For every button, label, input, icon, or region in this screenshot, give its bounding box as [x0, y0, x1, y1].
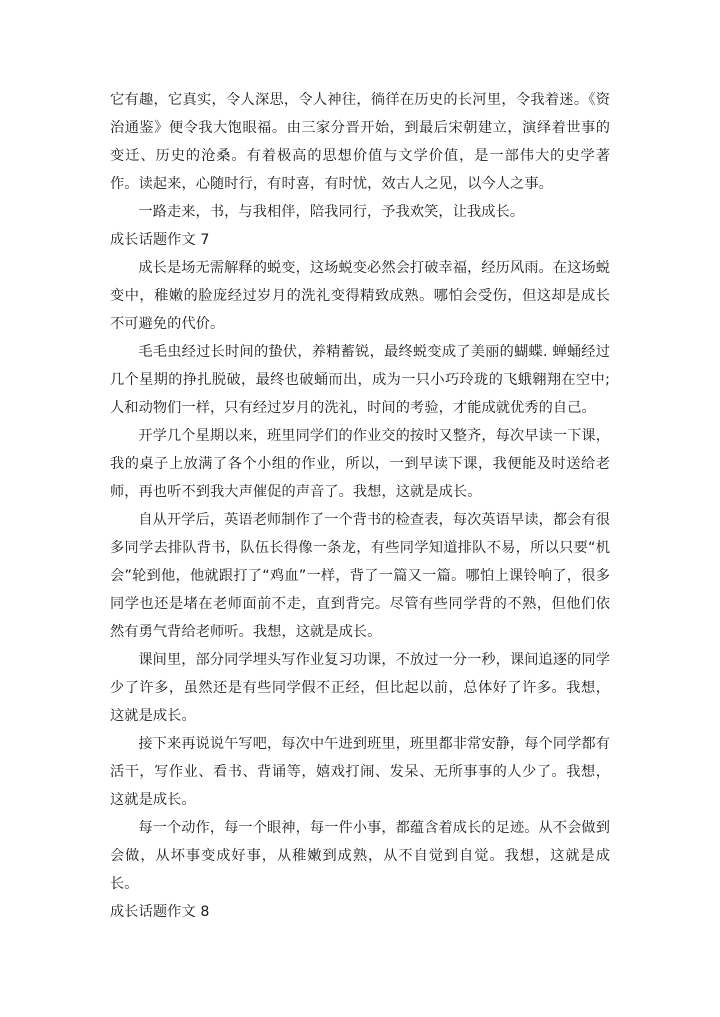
paragraph-homework: 开学几个星期以来，班里同学们的作业交的按时又整齐，每次早读一下课，我的桌子上放满了各个小组的作业，所以，一到早读下课，我便能及时送给老师，再也听不到我大声催促的声音了。我想，这就是成长。 [110, 428, 610, 500]
paragraph-break-time: 课间里，部分同学埋头写作业复习功课，不放过一分一秒，课间追逐的同学少了许多，虽然还是有些同学假不正经，但比起以前，总体好了许多。我想，这就是成长。 [110, 652, 610, 724]
paragraph-english-reciting: 自从开学后，英语老师制作了一个背书的检查表，每次英语早读，都会有很多同学去排队背书，队伍长得像一条龙，有些同学知道排队不易，所以只要“机会”轮到他，他就跟打了“鸡血”一样，背了一篇又一篇。哪怕上课铃响了，很多同学也还是堵在老师面前不走，直到背完。尽管有些同学背的不熟，但他们依然有勇气背给老师听。我想，这就是成长。 [110, 512, 610, 640]
document-body [110, 86, 610, 926]
paragraph-caterpillar: 毛毛虫经过长时间的蛰伏，养精蓄锐，最终蜕变成了美丽的蝴蝶. 蝉蛹经过几个星期的挣扎脱破，最终也破蛹而出，成为一只小巧玲珑的飞蛾翱翔在空中;人和动物们一样，只有经过岁月的洗礼，时间的考验，才能成就优秀的自己。 [110, 344, 610, 416]
paragraph-growth-transformation: 成长是场无需解释的蜕变，这场蜕变必然会打破幸福，经历风雨。在这场蜕变中，稚嫩的脸庞经过岁月的洗礼变得精致成熟。哪怕会受伤，但这却是成长不可避免的代价。 [110, 260, 610, 332]
paragraph-noon-writing: 接下来再说说午写吧，每次中午进到班里，班里都非常安静，每个同学都有活干，写作业、看书、背诵等，嬉戏打闹、发呆、无所事事的人少了。我想，这就是成长。 [110, 736, 610, 808]
paragraph-zizhitongjian: 它有趣，它真实，令人深思，令人神往，徜徉在历史的长河里，令我着迷。《资治通鉴》便令我大饱眼福。由三家分晋开始，到最后宋朝建立，演绎着世事的变迁、历史的沧桑。有着极高的思想价值与文学价值，是一部伟大的史学著作。读起来，心随时行，有时喜，有时忧，效古人之见，以今人之事。 [110, 92, 610, 192]
essay-heading-7: 成长话题作文 7 [110, 232, 210, 248]
essay-heading-8: 成长话题作文 8 [110, 904, 210, 920]
paragraph-growth-footprints: 每一个动作，每一个眼神，每一件小事，都蕴含着成长的足迹。从不会做到会做，从坏事变成好事，从稚嫩到成熟，从不自觉到自觉。我想，这就是成长。 [110, 820, 610, 892]
paragraph-book-companion: 一路走来，书，与我相伴，陪我同行，予我欢笑，让我成长。 [138, 204, 525, 220]
